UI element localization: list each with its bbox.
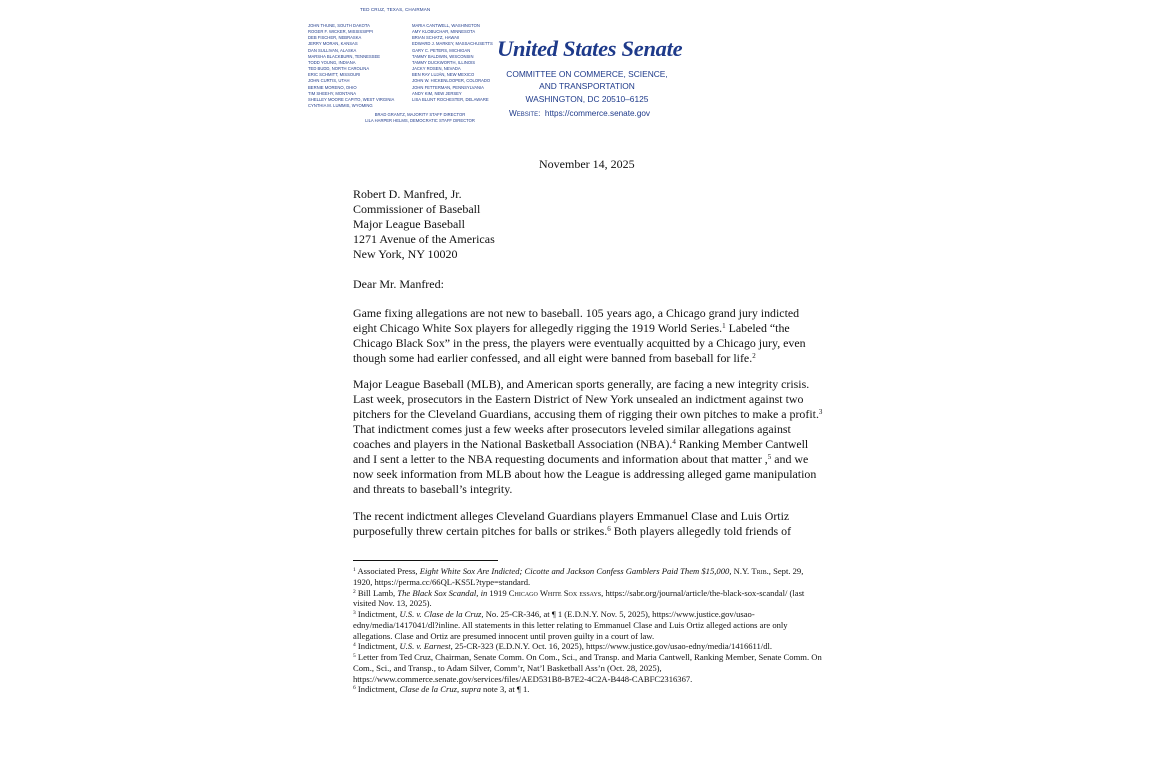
member-name: DAN SULLIVAN, ALASKA — [308, 47, 357, 53]
footnote-ref[interactable]: 4 — [672, 438, 676, 447]
senate-title: United States Senate — [497, 36, 683, 61]
recipient-line: Major League Baseball — [353, 217, 465, 231]
member-name: BRIAN SCHATZ, HAWAII — [412, 35, 460, 41]
chairman-line: TED CRUZ, TEXAS, CHAIRMAN — [360, 7, 431, 12]
member-name: ANDY KIM, NEW JERSEY — [412, 90, 462, 96]
minority-members-list — [412, 23, 493, 103]
recipient-line: 1271 Avenue of the Americas — [353, 232, 495, 246]
footnote-ref[interactable]: 2 — [752, 352, 756, 361]
footnote-ref[interactable]: 1 — [722, 322, 726, 331]
letter-date: November 14, 2025 — [539, 157, 635, 171]
footnote: $^1$ Associated Press, Eight White Sox Are Indicted; Cicotte and Jackson Confess Gamblers Paid Them $15,000, N.Y. Trib., Sept. 29, 1920, https://perma.cc/66QL-KS5L?type=standard. — [353, 566, 804, 587]
member-name: AMY KLOBUCHAR, MINNESOTA — [412, 29, 476, 35]
committee-line: AND TRANSPORTATION — [539, 80, 635, 91]
member-name: TODD YOUNG, INDIANA — [308, 59, 356, 65]
footnotes — [353, 566, 823, 695]
footnote-ref[interactable]: 6 — [607, 525, 611, 534]
recipient-line: Robert D. Manfred, Jr. — [353, 187, 462, 201]
member-name: BEN RAY LUJÁN, NEW MEXICO — [412, 72, 475, 78]
recipient-line: New York, NY 10020 — [353, 247, 458, 261]
staff-director: BRAD GRANTZ, MAJORITY STAFF DIRECTOR — [374, 112, 466, 117]
member-name: ERIC SCHMITT, MISSOURI — [308, 72, 361, 78]
staff-directors — [340, 112, 500, 124]
committee-line: COMMITTEE ON COMMERCE, SCIENCE, — [506, 69, 668, 79]
member-name: LISA BLUNT ROCHESTER, DELAWARE — [412, 96, 489, 102]
member-name: DEB FISCHER, NEBRASKA — [308, 35, 362, 41]
website-line — [509, 109, 650, 118]
committee-name — [497, 69, 677, 92]
member-name: JOHN THUNE, SOUTH DAKOTA — [308, 23, 370, 28]
website-label: Website: — [509, 109, 541, 118]
member-name: SHELLEY MOORE CAPITO, WEST VIRGINIA — [308, 96, 395, 102]
paragraph-1: Game fixing allegations are not new to baseball. 105 years ago, a Chicago grand jury indicted eight Chicago White Sox players for allegedly rigging the 1919 World Series.$^1$ Labeled “the Chicago Black Sox” in the press, the players were eventually acquitted by a Chicago jury, even though some had earlier confessed, and all eight were banned from baseball for life.$^2$ — [353, 306, 806, 366]
footnote: $^2$ Bill Lamb, The Black Sox Scandal, in 1919 Chicago White Sox essays, https://sabr.org/journal/article/the-black-sox-scandal/ (last visited Nov. 13, 2025). — [353, 587, 805, 609]
member-name: TED BUDD, NORTH CAROLINA — [308, 66, 370, 72]
member-name: JOHN FETTERMAN, PENNSYLVANIA — [412, 84, 484, 90]
recipient-address — [353, 187, 495, 262]
member-name: JOHN CURTIS, UTAH — [308, 78, 350, 84]
majority-members-list — [308, 23, 394, 109]
member-name: CYNTHIA M. LUMMIS, WYOMING — [308, 103, 373, 109]
committee-address: WASHINGTON, DC 20510–6125 — [525, 94, 649, 104]
salutation: Dear Mr. Manfred: — [353, 277, 444, 291]
member-name: MARIA CANTWELL, WASHINGTON — [412, 23, 480, 28]
staff-director: LILA HARPER HELMS, DEMOCRATIC STAFF DIRECTOR — [365, 118, 475, 123]
paragraph-3: The recent indictment alleges Cleveland Guardians players Emmanuel Clase and Luis Ortiz purposefully threw certain pitches for balls or strikes.$^6$ Both players allegedly told friends of — [353, 509, 792, 539]
footnote: $^4$ Indictment, U.S. v. Earnest, 25-CR-323 (E.D.N.Y. Oct. 16, 2025), https://www.justice.gov/usao-edny/media/1416611/dl. — [353, 641, 773, 652]
member-name: ROGER F. WICKER, MISSISSIPPI — [308, 29, 373, 35]
recipient-line: Commissioner of Baseball — [353, 202, 481, 216]
member-name: TAMMY BALDWIN, WISCONSIN — [412, 53, 474, 59]
footnote: $^6$ Indictment, Clase de la Cruz, supra note 3, at ¶ 1. — [353, 684, 530, 695]
member-name: GARY C. PETERS, MICHIGAN — [412, 47, 471, 53]
member-name: BERNIE MORENO, OHIO — [308, 84, 357, 90]
footnote: $^5$ Letter from Ted Cruz, Chairman, Senate Comm. On Com., Sci., and Transp. and Maria Cantwell, Ranking Member, Senate Comm. On Com., Sci., and Transp., to Adam Silver, Comm’r, Nat’l Basketball Ass’n (Oct. 28, 2025), https://www.commerce.senate.gov/services/files/AED531B8-B7E2-4C2A-B448-CABFC2316367. — [353, 652, 822, 684]
member-name: TIM SHEEHY, MONTANA — [308, 90, 357, 96]
member-name: JACKY ROSEN, NEVADA — [412, 66, 461, 72]
member-name: TAMMY DUCKWORTH, ILLINOIS — [412, 59, 476, 65]
footnote-ref[interactable]: 5 — [767, 453, 772, 462]
member-name: EDWARD J. MARKEY, MASSACHUSETTS — [412, 41, 493, 47]
member-name: MARSHA BLACKBURN, TENNESSEE — [308, 53, 381, 59]
website-link[interactable]: https://commerce.senate.gov — [544, 109, 651, 118]
member-name: JERRY MORAN, KANSAS — [308, 41, 358, 47]
paragraph-2: Major League Baseball (MLB), and American sports generally, are facing a new integrity crisis. Last week, prosecutors in the Eastern District of New York unsealed an indictment against two pitchers for the Cleveland Guardians, accusing them of rigging their own pitches to make a profit.$^3$ That indictment comes just a few weeks after prosecutors leveled similar allegations against coaches and players in the National Basketball Association (NBA).$^4$ Ranking Member Cantwell and I sent a letter to the NBA requesting documents and information about that matter ,$^5$ and we now seek information from MLB about how the League is addressing alleged game manipulation and threats to baseball’s integrity. — [353, 377, 823, 497]
footnote-ref[interactable]: 3 — [818, 408, 823, 417]
footnote-divider — [353, 560, 498, 561]
footnote: $^3$ Indictment, U.S. v. Clase de la Cruz, No. 25-CR-346, at ¶ 1 (E.D.N.Y. Nov. 5, 2025), https://www.justice.gov/usao-edny/media/1417041/dl?inline. All statements in this letter relating to Emmanuel Clase and Luis Ortiz alleged actions are only allegations. Clase and Ortiz are presumed innocent until proven guilty in a court of law. — [353, 609, 788, 641]
member-name: JOHN W. HICKENLOOPER, COLORADO — [412, 78, 491, 84]
